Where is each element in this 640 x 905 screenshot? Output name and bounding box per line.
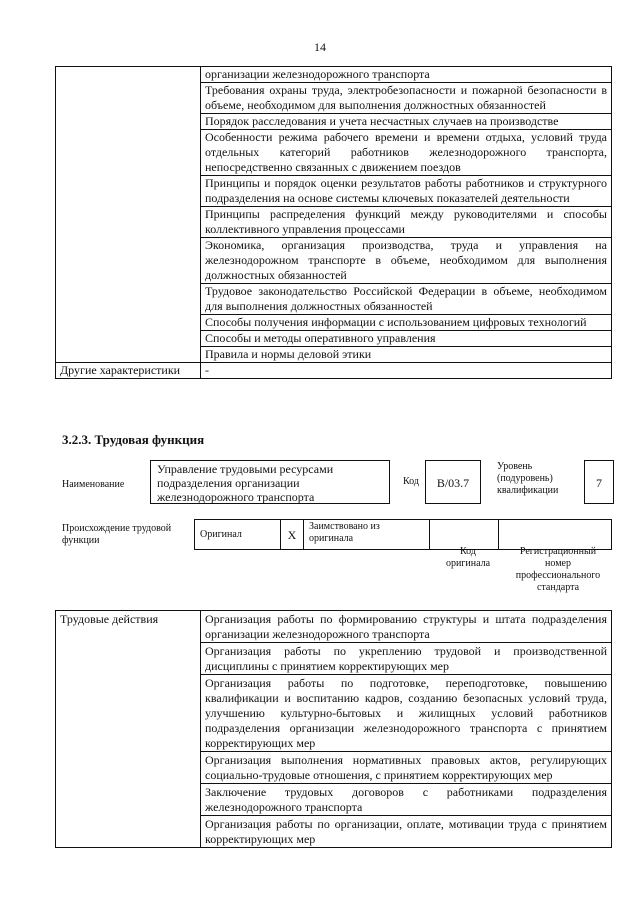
table-row (56, 611, 612, 643)
function-name-label: Наименование (62, 479, 125, 490)
labor-actions-table (55, 610, 612, 848)
labor-action-item: Организация работы по подготовке, переподготовке, повышению квалификации и воспитанию кадров, созданию безопасных условий труда, улучшению культурно-бытовых и жилищных условий работников подразделения организации железнодорожного транспорта с принятием корректирующих мер (201, 675, 612, 752)
registration-number-cell (499, 520, 612, 550)
labor-actions-label: Трудовые действия (56, 611, 201, 848)
function-code-box: B/03.7 (425, 460, 481, 504)
labor-action-item: Организация работы по организации, оплате, мотивации труда с принятием корректирующих мер (201, 816, 612, 848)
origin-label: Происхождение трудовой функции (62, 523, 172, 546)
table-row (195, 520, 612, 550)
knowledge-item: Требования охраны труда, электробезопасности и пожарной безопасности в объеме, необходимом для выполнения должностных обязанностей (201, 83, 612, 114)
knowledge-item: Особенности режима рабочего времени и времени отдыха, условий труда отдельных категорий работников железнодорожного транспорта, непосредственно связанных с движением поездов (201, 130, 612, 176)
section-heading: 3.2.3. Трудовая функция (62, 432, 205, 447)
knowledge-item: Принципы распределения функций между руководителями и способы коллективного управления процессами (201, 207, 612, 238)
function-name-box: Управление трудовыми ресурсами подразделения организации железнодорожного транспорта (150, 460, 390, 504)
labor-action-item: Организация работы по формированию структуры и штата подразделения организации железнодорожного транспорта (201, 611, 612, 643)
other-characteristics-value: - (201, 363, 612, 379)
knowledge-item: Трудовое законодательство Российской Федерации в объеме, необходимом для выполнения должностных обязанностей (201, 284, 612, 315)
knowledge-table (55, 66, 612, 379)
qualification-level-label: Уровень (подуровень) квалификации (497, 461, 559, 496)
knowledge-item: Способы и методы оперативного управления (201, 331, 612, 347)
knowledge-item: Способы получения информации с использованием цифровых технологий (201, 315, 612, 331)
knowledge-item: организации железнодорожного транспорта (201, 67, 612, 83)
knowledge-item: Принципы и порядок оценки результатов работы работников и структурного подразделения на основе системы ключевых показателей деятельности (201, 176, 612, 207)
table-row (56, 363, 612, 379)
table-row (56, 67, 612, 83)
borrowed-cell: Заимствовано из оригинала (304, 520, 430, 550)
row-label-cell (56, 67, 201, 363)
other-characteristics-label: Другие характеристики (56, 363, 201, 379)
knowledge-item: Порядок расследования и учета несчастных случаев на производстве (201, 114, 612, 130)
page-number: 14 (314, 40, 326, 54)
original-cell: Оригинал (195, 520, 281, 550)
labor-action-item: Организация выполнения нормативных правовых актов, регулирующих социально-трудовые отношения, с принятием корректирующих мер (201, 752, 612, 784)
knowledge-item: Правила и нормы деловой этики (201, 347, 612, 363)
qualification-level-box: 7 (584, 460, 614, 504)
knowledge-item: Экономика, организация производства, труда и управления на железнодорожном транспорте в объеме, необходимом для выполнения должностных обязанностей (201, 238, 612, 284)
labor-action-item: Организация работы по укреплению трудовой и производственной дисциплины с принятием корректирующих мер (201, 643, 612, 675)
original-code-caption: Код оригинала (445, 546, 491, 569)
function-code-label: Код (403, 476, 419, 487)
original-mark: X (281, 520, 304, 550)
registration-number-caption: Регистрационный номер профессионального стандарта (515, 546, 601, 593)
original-code-cell (430, 520, 499, 550)
labor-action-item: Заключение трудовых договоров с работниками подразделения железнодорожного транспорта (201, 784, 612, 816)
